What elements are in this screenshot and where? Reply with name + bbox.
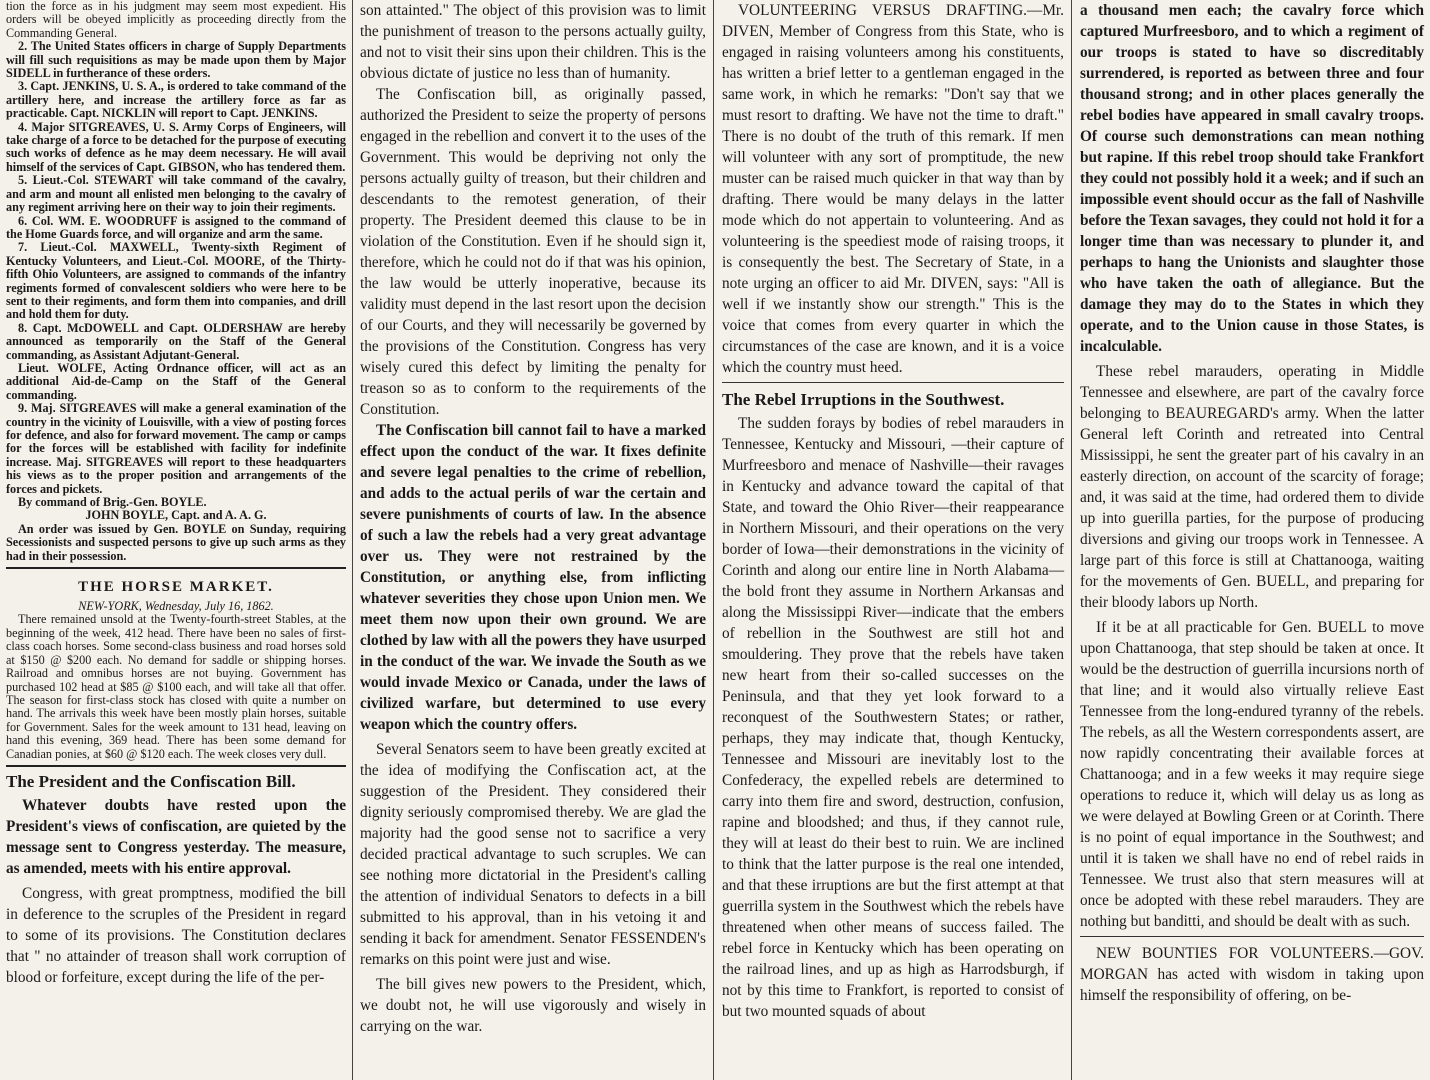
order-item: 7. Lieut.-Col. MAXWELL, Twenty-sixth Regiment of Kentucky Volunteers, and Lieut.-Col. MOORE, of the Thirty-fifth Ohio Volunteers, are assigned to commands of the infantry regiments formed of convalescent soldiers who were here to be sent to their regiments, and form them into companies, and drill and hold them for duty. [6, 240, 346, 322]
section-rule [1080, 936, 1424, 937]
order-item: 2. The United States officers in charge of Supply Departments will fill such requisitions as may be made upon them by Major SIDELL in furtherance of these orders. [6, 39, 346, 81]
section-rule [722, 382, 1064, 383]
article-paragraph: The Confiscation bill cannot fail to have a marked effect upon the conduct of the war. It fixes definite and severe legal penalties to the crime of rebellion, and adds to the actual perils of war the certain and severe punishments of courts of law. In the absence of such a law the rebels had a very great advantage over us. They were not restrained by the Constitution, or anything else, from inflicting whatever severities they chose upon Union men. We meet them now upon their own ground. We are clothed by law with all the powers they have usurped in the conduct of the war. We invade the South as we would invade Mexico or Canada, under the laws of civilized warfare, but determined to use every weapon which the country offers. [360, 422, 706, 733]
column-3 [716, 0, 1070, 1080]
signature: JOHN BOYLE, Capt. and A. A. G. [85, 508, 267, 523]
article-paragraph: These rebel marauders, operating in Middle Tennessee and elsewhere, are part of the cavalry force belonging to BEAUREGARD's army. When the latter General left Corinth and retreated into Central Mississippi, he sent the greater part of his cavalry in an easterly direction, on account of the scarcity of forage; and, it was said at the time, had ordered them to divide up into guerilla parties, for the purpose of producing diversions and giving our troops work in Tennessee. A large part of this force is still at Chattanooga, waiting for the movements of Gen. BUELL, and preparing for their bloody labors up North. [1080, 363, 1424, 611]
article-paragraph: a thousand men each; the cavalry force which captured Murfreesboro, and to which a regiment of our troops is stated to have so discreditably surrendered, is reported as between three and four thousand strong; and in other places generally the rebel bodies have appeared in small cavalry troops. Of course such demonstrations can mean nothing but rapine. If this rebel troop should take Frankfort they could not possibly hold it a week; and if such an impossible event should occur as the fall of Nashville before the Texan savages, they could not hold it for a longer time than was necessary to plunder it, and perhaps to hang the Unionists and slaughter those who have taken the oath of allegiance. But the damage they may do to the States in which they operate, and to the Union cause in those States, is incalculable. [1080, 2, 1424, 355]
horse-market-title: THE HORSE MARKET. [78, 579, 274, 596]
order-item: Lieut. WOLFE, Acting Ordnance officer, will act as an additional Aid-de-Camp on the Staff of the General commanding. [6, 360, 346, 402]
article-paragraph: If it be at all practicable for Gen. BUELL to move upon Chattanooga, that step should be taken at once. It would be the destruction of guerrilla incursions north of that line; and it would also virtually relieve East Tennessee from the long-endured tyranny of the rebels. The rebels, as all the Western correspondents assert, are now rapidly concentrating their available forces at Chattanooga; and in a few weeks it may require siege operations to reduce it, which will delay us as long as we were delayed at Bowling Green or at Corinth. There is no point of equal importance in the Southwest; and until it is taken we shall have no end of rebel raids in Tennessee. We trust also that stern measures will at once be adopted with these rebel marauders. They are nothing but banditti, and should be dealt with as such. [1080, 619, 1424, 930]
horse-market-dateline: NEW-YORK, Wednesday, July 16, 1862. [78, 599, 274, 614]
bounties-text: —GOV. MORGAN has acted with wisdom in taking upon himself the responsibility of offering, on be- [1080, 945, 1424, 1004]
order-item: 3. Capt. JENKINS, U. S. A., is ordered to take command of the artillery here, and increase the artillery force as far as practicable. Capt. NICKLIN will report to Capt. JENKINS. [6, 79, 346, 121]
order-item: 8. Capt. McDOWELL and Capt. OLDERSHAW are hereby announced as temporarily on the Staff of the General commanding, as Assistant Adjutant-General. [6, 320, 346, 362]
section-rule [6, 567, 346, 569]
order-item: 9. Maj. SITGREAVES will make a general examination of the country in the vicinity of Louisville, with a view of posting forces for defence, and also for forward movement. The camp or camps for the forces will be established with facility for indefinite increase. Maj. SITGREAVES will report to these headquarters his views as to the proper position and arrangements of the forces and pickets. [6, 401, 346, 496]
section-rule [6, 765, 346, 767]
by-command: By command of Brig.-Gen. BOYLE. [18, 495, 207, 510]
column-4 [1074, 0, 1430, 1080]
order-item: tion the force as in his judgment may seem most expedient. His orders will be obeyed implicitly as proceeding directly from the Commanding General. [6, 0, 346, 40]
article-paragraph: The sudden forays by bodies of rebel marauders in Tennessee, Kentucky and Missouri, —their capture of Murfreesboro and menace of Nashville—their ravages in Kentucky and advance toward the capital of that State, and toward the Ohio River—their reappearance in Northern Missouri, and their operations on the very border of Iowa—their demonstrations in the vicinity of Corinth and along our entire line in North Alabama—the bold front they assume in Northern Arkansas and along the Mississippi River—indicate that the embers of rebellion in the Southwest are still hot and smouldering. They prove that the rebels have taken new heart from their so-called successes on the Peninsula, and that they yet look forward to a reconquest of the Southwestern States; or rather, perhaps, they may indicate that, though Kentucky, Tennessee and Missouri are inevitably lost to the Confederacy, the expelled rebels are determined to carry into them fire and sword, destruction, confusion, rapine and bloodshed; and thus, if they cannot rule, they will at least do their best to ruin. We are inclined to think that the latter purpose is the real one intended, and that these irruptions are but the first attempt at that guerrilla system in the Southwest which the rebels have threatened when other means of success failed. The rebel force in Kentucky which has been operating on the railroad lines, and up as high as Harrodsburgh, if not by this time to Frankfort, is reported to consist of but two mounted squads of about [722, 415, 1064, 1020]
president-title: The President and the Confiscation Bill. [6, 771, 296, 791]
order-item: 5. Lieut.-Col. STEWART will take command of the cavalry, and arm and mount all enlisted men belonging to the cavalry of any regiment arriving here on their way to join their regiments. [6, 173, 346, 215]
column-rule [1071, 0, 1072, 1080]
column-1 [0, 0, 352, 1080]
article-paragraph: son attainted." The object of this provision was to limit the punishment of treason to the persons actually guilty, and not to visit their sins upon their children. This is the obvious dictate of justice no less than of humanity. [360, 2, 706, 82]
order-note: An order was issued by Gen. BOYLE on Sunday, requiring Secessionists and suspected persons to give up such arms as they had in their possession. [6, 521, 346, 563]
bounties-paragraph [1080, 943, 1424, 1006]
order-item: 6. Col. WM. E. WOODRUFF is assigned to the command of the Home Guards force, and will organize and arm the same. [6, 213, 346, 241]
article-paragraph: Whatever doubts have rested upon the President's views of confiscation, are quieted by the message sent to Congress yesterday. The measure, as amended, meets with his entire approval. [6, 796, 346, 877]
article-paragraph: Congress, with great promptness, modified the bill in deference to the scruples of the President in regard to some of its provisions. The Constitution declares that " no attainder of treason shall work corruption of blood or forfeiture, except during the life of the per- [6, 884, 346, 986]
article-paragraph: The Confiscation bill, as originally passed, authorized the President to seize the property of persons engaged in the rebellion and convert it to the uses of the Government. This would be depriving not only the persons actually guilty of treason, but their children and descendants to the remotest generation, of their property. The President deemed this clause to be in violation of the Constitution. Even if he should sign it, therefore, which he could not do if that was his opinion, the law would be utterly inoperative, because its validity must depend in the last resort upon the decision of our Courts, and they will necessarily be governed by the provisions of the Constitution. Congress has very wisely cured this defect by limiting the penalty for treason so as to conform to the requirements of the Constitution. [360, 86, 706, 418]
article-paragraph: Several Senators seem to have been greatly excited at the idea of modifying the Confiscation act, at the suggestion of the President. They considered their dignity seriously compromised thereby. We are glad the majority had the good sense not to sacrifice a very decided practical advantage to such scruples. We can see nothing more dictatorial in the President's calling the attention of individual Senators to defects in a bill submitted to his approval, than in his vetoing it and sending it back for amendment. Senator FESSENDEN's remarks on this point were just and wise. [360, 741, 706, 968]
column-2 [354, 0, 712, 1080]
column-rule [352, 0, 353, 1080]
order-item: 4. Major SITGREAVES, U. S. Army Corps of Engineers, will take charge of a force to be detached for the purpose of executing such works of defence as he may deem necessary. He will avail himself of the services of Capt. GIBSON, who has tendered them. [6, 119, 346, 174]
article-paragraph: The bill gives new powers to the President, which, we doubt not, he will use vigorously and wisely in carrying on the war. [360, 976, 706, 1035]
volunteering-title: VOLUNTEERING VERSUS DRAFTING. [738, 2, 1028, 19]
horse-market-text: There remained unsold at the Twenty-fourth-street Stables, at the beginning of the week, 412 head. There have been no sales of first-class coach horses. Some second-class business and road horses sold at $150 @ $200 each. No demand for saddle or shipping horses. Railroad and omnibus horses are not buying. Government has purchased 102 head at $85 @ $100 each, and will take all that offer. The season for first-class stock has closed with quite a number on hand. The arrivals this week have been mostly plain horses, suitable for Government. Sales for the week amount to 131 head, leaving on hand this evening, 369 head. There has been some demand for Canadian ponies, at $60 @ $120 each. The week closes very dull. [6, 612, 346, 761]
column-rule [713, 0, 714, 1080]
volunteering-text: —Mr. DIVEN, Member of Congress from this State, who is engaged in raising volunteers among his constituents, has written a brief letter to a gentleman engaged in the same work, in which he remarks: "Don't say that we must resort to drafting. We have not the time to draft." There is no doubt of the truth of this remark. If men will volunteer with any sort of promptitude, the new muster can be raised much quicker in that way than by drafting. There would be many delays in the latter mode which do not appertain to volunteering. And as volunteering is the speediest mode of raising troops, it is consequently the best. The Secretary of State, in a note urging an officer to aid Mr. DIVEN, says: "All is well if we instantly show our strength." This is the voice that comes from every quarter in which the circumstances of the case are known, and it is a voice which the country must heed. [722, 2, 1064, 376]
volunteering-paragraph [722, 0, 1064, 378]
rebel-irruptions-title: The Rebel Irruptions in the Southwest. [722, 390, 1005, 409]
bounties-title: NEW BOUNTIES FOR VOLUNTEERS. [1096, 945, 1374, 962]
military-orders [6, 0, 346, 563]
